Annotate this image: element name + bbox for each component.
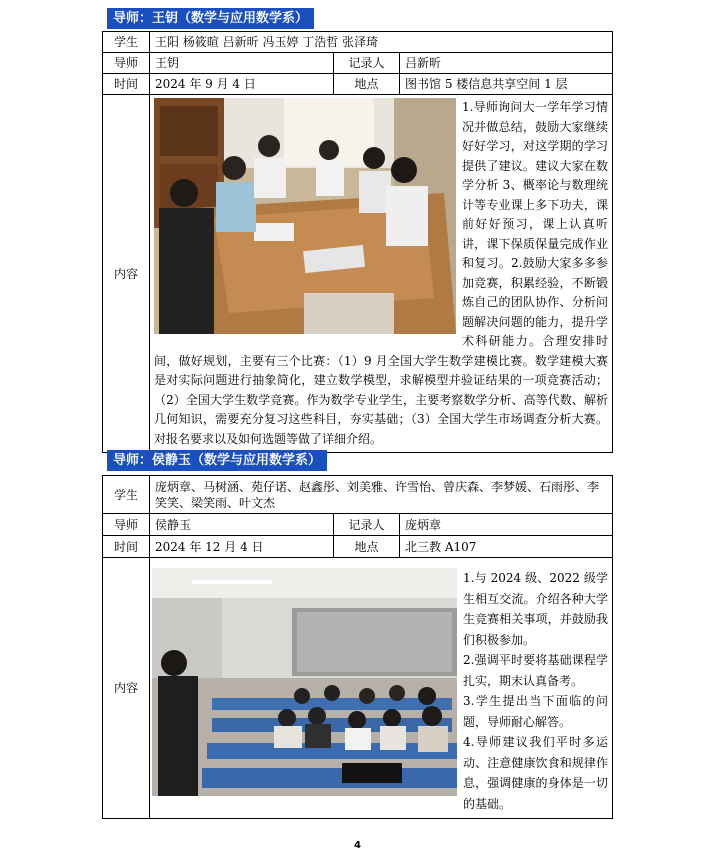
tutor-value: 王钥 [150, 53, 334, 74]
place-label: 地点 [334, 74, 400, 95]
content-item-3: 3.学生提出当下面临的问题，导师耐心解答。 [463, 694, 608, 729]
recorder-label: 记录人 [334, 514, 400, 536]
tutor-value: 侯静玉 [150, 514, 334, 536]
students-label: 学生 [103, 476, 150, 514]
content-cell [150, 558, 613, 819]
time-label: 时间 [103, 74, 150, 95]
students-value: 王阳 杨筱暄 吕新昕 冯玉婷 丁浩哲 张泽琦 [150, 32, 613, 53]
content-cell [150, 95, 613, 453]
students-label: 学生 [103, 32, 150, 53]
time-label: 时间 [103, 536, 150, 558]
content-label: 内容 [103, 95, 150, 453]
tutor-label: 导师 [103, 53, 150, 74]
tutor-label: 导师 [103, 514, 150, 536]
place-value: 图书馆 5 楼信息共享空间 1 层 [400, 74, 613, 95]
meeting-photo-library [154, 98, 456, 334]
meeting-photo-classroom [152, 568, 457, 796]
recorder-value: 庞炳章 [400, 514, 613, 536]
content-item-1: 1.与 2024 级、2022 级学生相互交流。介绍各种大学生竞赛相关事项，并鼓励我们积极参加。 [463, 571, 608, 647]
time-value: 2024 年 12 月 4 日 [150, 536, 334, 558]
tutor-title-2: 导师：侯静玉（数学与应用数学系） [107, 450, 327, 471]
content-item-4: 4.导师建议我们平时多运动、注意健康饮食和规律作息，强调健康的身体是一切的基础。 [463, 735, 608, 811]
page-number: 4 [354, 840, 361, 851]
meeting-table-1 [102, 31, 613, 453]
content-label: 内容 [103, 558, 150, 819]
tutor-title-1: 导师：王钥（数学与应用数学系） [107, 8, 314, 29]
time-value: 2024 年 9 月 4 日 [150, 74, 334, 95]
students-value: 庞炳章、马树涵、苑仔诺、赵鑫彤、刘美雅、许雪怡、曾庆森、李梦媛、石雨彤、李笑笑、梁笑雨、叶文杰 [150, 476, 613, 514]
place-label: 地点 [334, 536, 400, 558]
content-item-2: 2.强调平时要将基础课程学扎实，期末认真备考。 [463, 653, 608, 688]
place-value: 北三教 A107 [400, 536, 613, 558]
meeting-table-2 [102, 475, 613, 819]
content-text: 1.导师询问大一学年学习情况并做总结，鼓励大家继续好好学习，对这学期的学习提供了建议。建议大家在数学分析 3、概率论与数理统计等专业课上多下功夫，课前好好预习，课上认真听讲，课下保质保量完成作业和复习。2.鼓励大家多多参加竞赛，积累经验，不断锻炼自己的团队协作、分析问题解决问题的能力，提升学术科研能力。合理安排时间，做好规划，主要有三个比赛：（1）9 月全国大学生数学建模比赛。数学建模大赛是对实际问题进行抽象简化，建立数学模型，求解模型并验证结果的一项竞赛活动；（2）全国大学生数学竞赛。作为数学专业学生，主要考察数学分析、高等代数、解析几何知识，需要充分复习这些科目，夯实基础；（3）全国大学生市场调查分析大赛。对报名要求以及如何选题等做了详细介绍。 [154, 100, 609, 446]
recorder-value: 吕新昕 [400, 53, 613, 74]
recorder-label: 记录人 [334, 53, 400, 74]
